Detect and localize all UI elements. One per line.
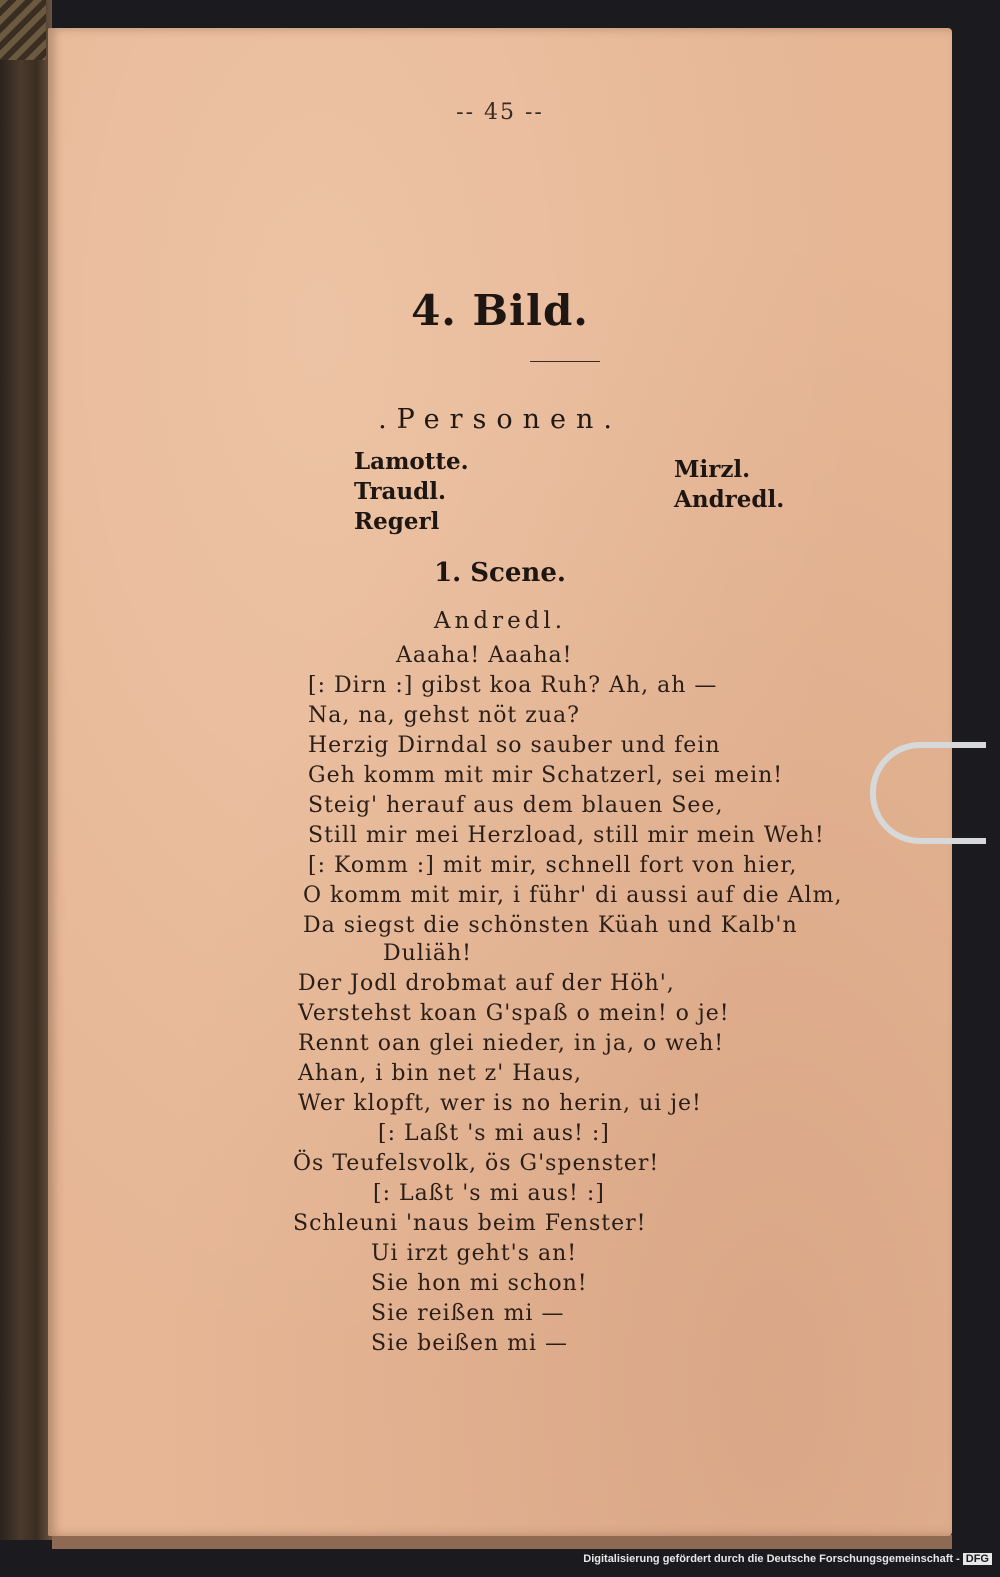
book-binding-edge (0, 0, 46, 60)
character-name: Lamotte. (354, 448, 469, 475)
verse-line: Aaaha! Aaaha! (396, 643, 573, 668)
character-name: Andredl. (674, 486, 785, 513)
verse-line: Sie hon mi schon! (371, 1271, 588, 1296)
dfg-logo-icon: DFG (963, 1553, 992, 1565)
title-divider (530, 361, 600, 362)
verse-line: Sie beißen mi — (371, 1331, 569, 1356)
verse-line: Rennt oan glei nieder, in ja, o weh! (298, 1031, 725, 1056)
chapter-title: 4. Bild. (411, 286, 589, 335)
footer-credit (583, 1553, 992, 1565)
verse-line: Verstehst koan G'spaß o mein! o je! (298, 1001, 730, 1026)
verse-line: Sie reißen mi — (371, 1301, 565, 1326)
speaker-name: Andredl. (433, 608, 567, 634)
verse-line: Duliäh! (383, 941, 473, 966)
verse-line: Steig' herauf aus dem blauen See, (308, 793, 724, 818)
verse-line: [: Laßt 's mi aus! :] (373, 1181, 605, 1206)
verse-line: [: Dirn :] gibst koa Ruh? Ah, ah — (308, 673, 718, 698)
verse-line: Der Jodl drobmat auf der Höh', (298, 971, 675, 996)
verse-line: O komm mit mir, i führ' di aussi auf die Alm, (303, 883, 843, 908)
footer-text: Digitalisierung gefördert durch die Deutsche Forschungsgemeinschaft - (583, 1553, 960, 1565)
verse-line: Ui irzt geht's an! (371, 1241, 578, 1266)
verse-line: [: Laßt 's mi aus! :] (378, 1121, 610, 1146)
book-spine (0, 0, 52, 1540)
verse-line: Wer klopft, wer is no herin, ui je! (298, 1091, 702, 1116)
verse-line: Herzig Dirndal so sauber und fein (308, 733, 721, 758)
paper-clip-icon (870, 742, 986, 844)
verse-line: Still mir mei Herzload, still mir mein Weh! (308, 823, 825, 848)
book-page (48, 28, 952, 1536)
page-number: -- 45 -- (456, 100, 544, 125)
personen-heading: .Personen. (378, 404, 622, 435)
verse-line: Da siegst die schönsten Küah und Kalb'n (303, 913, 798, 938)
verse-line: Ös Teufelsvolk, ös G'spenster! (293, 1151, 660, 1176)
character-name: Traudl. (354, 478, 447, 505)
verse-line: Na, na, gehst nöt zua? (308, 703, 580, 728)
page-edge-shadow (52, 1535, 952, 1549)
character-name: Mirzl. (674, 456, 751, 483)
verse-line: [: Komm :] mit mir, schnell fort von hier, (308, 853, 798, 878)
verse-line: Schleuni 'naus beim Fenster! (293, 1211, 647, 1236)
character-name: Regerl (354, 508, 440, 535)
scene-heading: 1. Scene. (434, 558, 566, 588)
verse-line: Geh komm mit mir Schatzerl, sei mein! (308, 763, 784, 788)
verse-line: Ahan, i bin net z' Haus, (298, 1061, 583, 1086)
